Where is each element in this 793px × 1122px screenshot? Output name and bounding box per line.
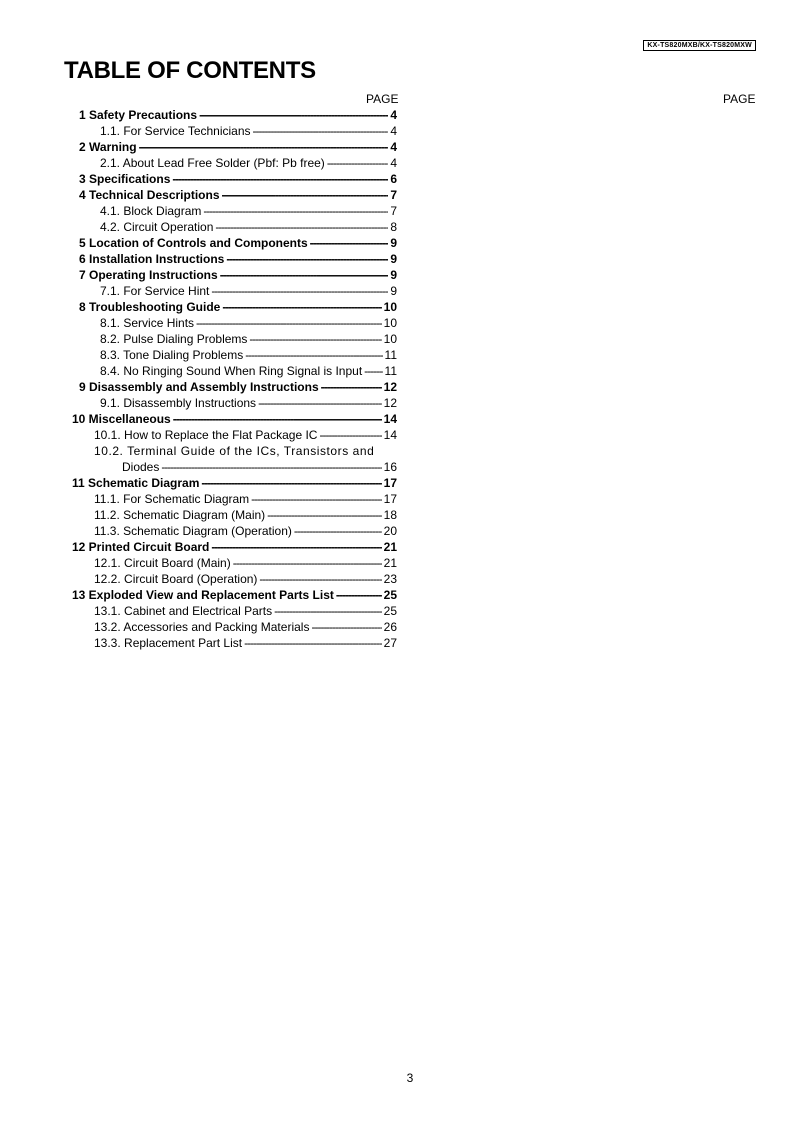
dot-leader [294,523,382,539]
toc-entry-text: 1.1. For Service Technicians [100,124,251,138]
toc-entry-text: 11.3. Schematic Diagram (Operation) [94,524,292,538]
toc-entry-page: 7 [390,188,397,202]
toc-entry-text: 8 Troubleshooting Guide [79,300,221,314]
toc-section[interactable] [72,187,397,203]
toc-subsection[interactable] [72,123,397,139]
toc-entry-page: 4 [390,124,397,138]
toc-entry-text: Diodes [122,460,160,474]
toc-entry-page: 14 [383,412,397,426]
toc-entry-page: 12 [383,380,397,394]
dot-leader [259,571,381,587]
toc-entry-page: 11 [384,364,397,378]
toc-entry-page: 12 [383,396,397,410]
toc-subsection[interactable] [72,427,397,443]
toc-entry-page: 27 [383,636,397,650]
model-number-box: KX-TS820MXB/KX-TS820MXW [643,40,756,51]
toc-section[interactable] [72,107,397,123]
toc-entry-text: 8.1. Service Hints [100,316,195,330]
toc-entry[interactable] [72,459,397,475]
toc-section[interactable] [72,539,397,555]
toc-entry-page: 26 [383,620,397,634]
toc-entry-page: 4 [390,156,397,170]
toc-entry-text: 6 Installation Instructions [79,252,225,266]
toc-subsection[interactable] [72,203,397,219]
toc-section[interactable] [72,379,397,395]
dot-leader [245,347,382,363]
toc-subsection[interactable] [72,491,397,507]
toc-subsection[interactable] [72,283,397,299]
toc-entry-text: 7 Operating Instructions [79,268,218,282]
toc-subsection[interactable] [72,155,397,171]
toc-entry-text: 10.1. How to Replace the Flat Package IC [94,428,318,442]
toc-entry-text: 4.2. Circuit Operation [100,220,214,234]
toc-entry-page: 9 [390,268,397,282]
toc-entry-page: 9 [390,236,397,250]
toc-entry-page: 21 [383,540,397,554]
toc-entry-text[interactable]: 10.2. Terminal Guide of the ICs, Transistors and [94,444,375,458]
toc-subsection[interactable] [72,331,397,347]
dot-leader [215,219,388,235]
table-of-contents [72,107,397,651]
toc-entry-page: 23 [383,572,397,586]
dot-leader [267,507,381,523]
toc-subsection[interactable] [72,571,397,587]
dot-leader [233,555,382,571]
dot-leader [199,107,388,123]
toc-entry-text: 5 Location of Controls and Components [79,236,308,250]
dot-leader [211,539,381,555]
toc-entry-page: 20 [383,524,397,538]
toc-entry-text: 13.1. Cabinet and Electrical Parts [94,604,273,618]
toc-entry-page: 10 [383,300,397,314]
dot-leader [196,315,382,331]
toc-subsection[interactable] [72,523,397,539]
toc-entry-page: 17 [383,476,397,490]
dot-leader [249,331,381,347]
dot-leader [222,299,381,315]
dot-leader [311,619,381,635]
toc-entry-text: 4.1. Block Diagram [100,204,202,218]
toc-entry-page: 14 [383,428,397,442]
toc-entry-text: 2.1. About Lead Free Solder (Pbf: Pb free) [100,156,325,170]
toc-entry-text: 13.3. Replacement Part List [94,636,243,650]
dot-leader [161,459,381,475]
page-column-header-right: PAGE [723,92,756,106]
page-column-header-left: PAGE [366,92,399,106]
page-title: TABLE OF CONTENTS [64,57,316,84]
page-number: 3 [406,1071,414,1085]
toc-subsection[interactable] [72,315,397,331]
toc-entry-text: 12.2. Circuit Board (Operation) [94,572,258,586]
toc-entry-text: 1 Safety Precautions [79,108,198,122]
dot-leader [222,187,389,203]
toc-section[interactable] [72,251,397,267]
toc-subsection[interactable] [72,395,397,411]
dot-leader [336,587,382,603]
dot-leader [173,411,382,427]
toc-entry-text: 11.2. Schematic Diagram (Main) [94,508,266,522]
toc-entry-page: 18 [383,508,397,522]
toc-entry-page: 6 [390,172,397,186]
dot-leader [274,603,382,619]
toc-subsection[interactable] [72,507,397,523]
toc-entry-text: 8.3. Tone Dialing Problems [100,348,244,362]
toc-entry-text: 11 Schematic Diagram [72,476,200,490]
toc-entry-text: 3 Specifications [79,172,171,186]
dot-leader [244,635,382,651]
dot-leader [319,427,381,443]
toc-entry-text: 4 Technical Descriptions [79,188,220,202]
toc-entry-page: 7 [390,204,397,218]
toc-entry-page: 9 [390,284,397,298]
dot-leader [258,395,382,411]
toc-entry-text: 12 Printed Circuit Board [72,540,210,554]
toc-entry-page: 10 [383,332,397,346]
dot-leader [211,283,388,299]
toc-entry-text: 9.1. Disassembly Instructions [100,396,257,410]
toc-section[interactable] [72,411,397,427]
dot-leader [201,475,381,491]
toc-section[interactable] [72,587,397,603]
toc-entry-text: 2 Warning [79,140,137,154]
toc-entry-page: 25 [383,588,397,602]
toc-subsection[interactable] [72,555,397,571]
toc-entry-text: 13.2. Accessories and Packing Materials [94,620,310,634]
toc-section[interactable] [72,299,397,315]
toc-section[interactable] [72,475,397,491]
toc-entry-page: 9 [390,252,397,266]
toc-entry-page: 11 [384,348,397,362]
toc-entry-text: 11.1. For Schematic Diagram [94,492,250,506]
dot-leader [364,363,382,379]
toc-subsection[interactable] [72,619,397,635]
toc-subsection[interactable] [72,347,397,363]
dot-leader [321,379,382,395]
toc-subsection[interactable] [72,363,397,379]
toc-section[interactable] [72,235,397,251]
dot-leader [310,235,389,251]
toc-entry-page: 4 [390,140,397,154]
toc-entry-text: 7.1. For Service Hint [100,284,210,298]
toc-subsection[interactable] [72,603,397,619]
toc-section[interactable] [72,267,397,283]
dot-leader [203,203,388,219]
toc-entry-text: 8.2. Pulse Dialing Problems [100,332,248,346]
toc-entry-page: 4 [390,108,397,122]
dot-leader [327,155,389,171]
toc-subsection[interactable] [72,219,397,235]
toc-subsection[interactable] [72,635,397,651]
toc-entry-page: 16 [383,460,397,474]
dot-leader [139,139,389,155]
toc-section[interactable] [72,171,397,187]
toc-entry-page: 21 [383,556,397,570]
toc-entry-page: 8 [390,220,397,234]
dot-leader [253,123,389,139]
dot-leader [220,267,389,283]
toc-section[interactable] [72,139,397,155]
dot-leader [226,251,388,267]
toc-entry-text: 10 Miscellaneous [72,412,171,426]
toc-entry-page: 17 [383,492,397,506]
toc-entry-page: 25 [383,604,397,618]
toc-entry-page: 10 [383,316,397,330]
toc-entry-text: 8.4. No Ringing Sound When Ring Signal is Input [100,364,363,378]
toc-entry-text: 9 Disassembly and Assembly Instructions [79,380,319,394]
toc-entry-text: 13 Exploded View and Replacement Parts List [72,588,334,602]
toc-entry-text: 12.1. Circuit Board (Main) [94,556,231,570]
dot-leader [251,491,381,507]
dot-leader [172,171,388,187]
